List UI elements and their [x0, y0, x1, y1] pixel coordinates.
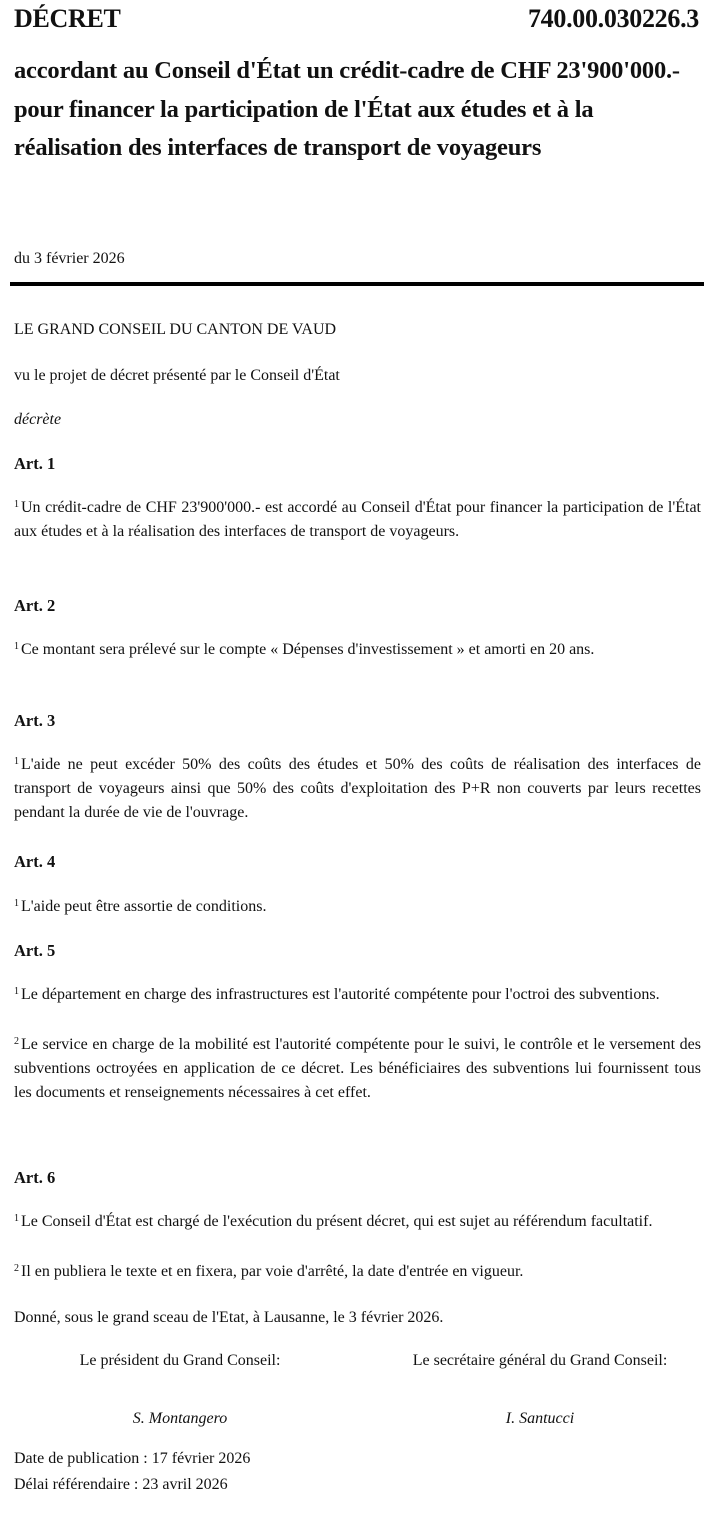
article-paragraph [14, 496, 701, 544]
authority: LE GRAND CONSEIL DU CANTON DE VAUD [14, 321, 337, 338]
paragraph-number: 2 [14, 1036, 19, 1047]
article-paragraph [14, 1033, 701, 1105]
article-heading: Art. 6 [14, 1168, 56, 1187]
article-heading: Art. 5 [14, 941, 56, 960]
paragraph-text: Il en publiera le texte et en fixera, par voie d'arrêté, la date d'entrée en vigueur. [21, 1263, 524, 1280]
signature-left-name: S. Montangero [132, 1410, 228, 1427]
paragraph-number: 1 [14, 986, 19, 997]
header-divider [10, 282, 704, 286]
referendum-deadline: Délai référendaire : 23 avril 2026 [14, 1476, 228, 1493]
signature-left-role: Le président du Grand Conseil: [79, 1352, 281, 1369]
article-heading: Art. 4 [14, 852, 56, 871]
paragraph-text: L'aide ne peut excéder 50% des coûts des études et 50% des coûts de réalisation des interfaces de transport de voyageurs ainsi que 50% des coûts d'exploitation des P+R non couverts par leurs recettes pendant la durée de vie de l'ouvrage. [14, 756, 701, 821]
article-paragraph [14, 1260, 701, 1284]
document-header [14, 4, 699, 40]
paragraph-text: Un crédit-cadre de CHF 23'900'000.- est accordé au Conseil d'État pour financer la participation de l'État aux études et à la réalisation des interfaces de transport de voyageurs. [14, 499, 701, 540]
paragraph-text: L'aide peut être assortie de conditions. [21, 898, 267, 915]
considering-clause: vu le projet de décret présenté par le Conseil d'État [14, 367, 340, 384]
decrees-clause: décrète [14, 411, 62, 428]
article-paragraph [14, 983, 701, 1007]
document-type: DÉCRET [14, 4, 121, 33]
article-paragraph [14, 895, 701, 919]
article-paragraph [14, 1210, 701, 1234]
article-heading: Art. 3 [14, 711, 56, 730]
paragraph-text: Le département en charge des infrastructures est l'autorité compétente pour l'octroi des subventions. [21, 986, 660, 1003]
paragraph-number: 1 [14, 756, 19, 767]
closing-statement: Donné, sous le grand sceau de l'Etat, à Lausanne, le 3 février 2026. [14, 1309, 444, 1326]
paragraph-number: 1 [14, 1213, 19, 1224]
article-paragraph [14, 753, 701, 825]
document-number: 740.00.030226.3 [527, 4, 699, 33]
decree-title: accordant au Conseil d'État un crédit-cadre de CHF 23'900'000.- pour financer la participation de l'État aux études et à la réalisation des interfaces de transport de voyageurs [14, 57, 680, 161]
paragraph-number: 1 [14, 898, 19, 909]
decree-date: du 3 février 2026 [14, 250, 125, 267]
article-paragraph [14, 638, 701, 662]
publication-date: Date de publication : 17 février 2026 [14, 1450, 251, 1467]
paragraph-number: 1 [14, 641, 19, 652]
paragraph-number: 2 [14, 1263, 19, 1274]
paragraph-number: 1 [14, 499, 19, 510]
signature-right-role: Le secrétaire général du Grand Conseil: [412, 1352, 668, 1369]
signature-right-name: I. Santucci [505, 1410, 575, 1427]
article-heading: Art. 1 [14, 454, 56, 473]
paragraph-text: Ce montant sera prélevé sur le compte « Dépenses d'investissement » et amorti en 20 ans. [21, 641, 595, 658]
article-heading: Art. 2 [14, 596, 56, 615]
paragraph-text: Le Conseil d'État est chargé de l'exécution du présent décret, qui est sujet au référendum facultatif. [21, 1213, 653, 1230]
paragraph-text: Le service en charge de la mobilité est l'autorité compétente pour le suivi, le contrôle et le versement des subventions octroyées en application de ce décret. Les bénéficiaires des subventions lui fournissent tous les documents et renseignements nécessaires à cet effet. [14, 1036, 701, 1101]
